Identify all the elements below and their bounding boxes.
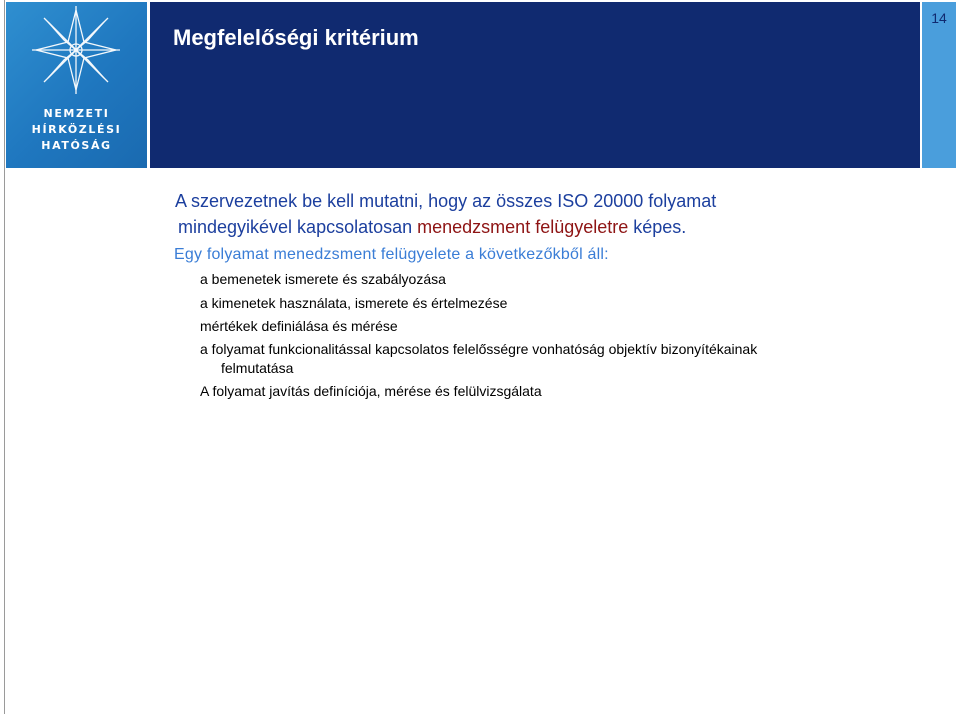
list-item: a kimenetek használata, ismerete és értelmezése <box>200 295 508 311</box>
intro-text-part2: mindegyikével kapcsolatosan <box>178 217 418 237</box>
list-item-continuation: felmutatása <box>221 360 294 376</box>
list-item: mértékek definiálása és mérése <box>200 318 398 334</box>
logo-text-line-1: NEMZETI <box>43 107 110 120</box>
list-item: a folyamat funkcionalitással kapcsolatos felelősségre vonhatóság objektív bizonyítékainak <box>200 341 758 357</box>
intro-line-1 <box>175 190 716 212</box>
logo-text-line-2: HÍRKÖZLÉSI <box>31 123 122 136</box>
intro-text-part1: A szervezetnek be kell mutatni, hogy az összes ISO 20000 folyamat <box>175 191 717 211</box>
intro-text-part3: képes. <box>628 217 687 237</box>
intro-highlight: menedzsment felügyeletre <box>417 217 629 237</box>
intro-line-2 <box>178 216 686 238</box>
list-item: a bemenetek ismerete és szabályozása <box>200 271 446 287</box>
sub-heading: Egy folyamat menedzsment felügyelete a következőkből áll: <box>174 246 609 263</box>
page-number: 14 <box>931 10 947 26</box>
slide-title: Megfelelőségi kritérium <box>173 25 419 50</box>
logo-text-line-3: HATÓSÁG <box>41 139 112 152</box>
list-item: A folyamat javítás definíciója, mérése és felülvizsgálata <box>200 383 542 399</box>
